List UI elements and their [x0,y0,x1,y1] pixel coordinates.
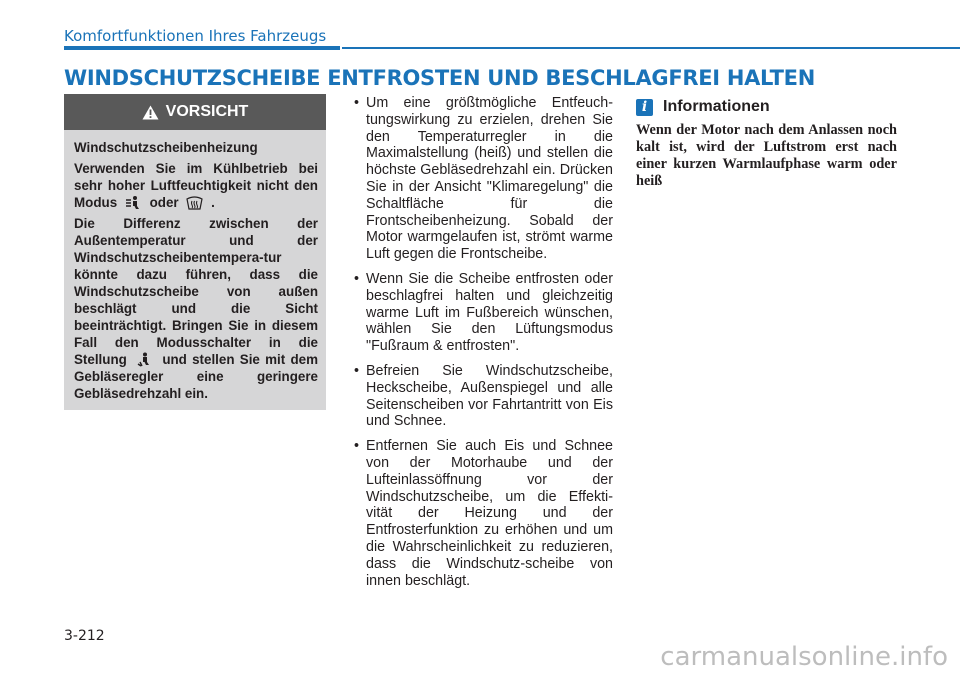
info-title: Informationen [663,98,770,115]
caution-body [64,130,326,402]
caution-p1-end: . [211,195,215,210]
caution-subtitle: Windschutzscheibenheizung [74,140,258,155]
caution-p2-part3: und stellen Sie mit dem Gebläseregler eine geringere Gebläsedrehzahl ein. [74,352,318,401]
caution-p2-part2: Bringen Sie in diesem Fall den Modusschalter in die Stellung [74,318,318,367]
floor-mode-icon [136,352,153,367]
caution-p2-part1: Die Differenz zwischen der Außentemperatur und der Windschutzscheibentempera-tur könnte dazu führen, dass die Windschutzscheibe von außen beschlägt und die Sicht beeinträchtigt. [74,216,318,333]
header-rule-thick [64,46,340,50]
list-item: • Wenn Sie die Scheibe entfrosten oder beschlagfrei halten und gleichzeitig warme Luft im Fußbereich wünschen, wählen Sie den Lüftungsmodus "Fußraum & entfrosten". [352,271,613,355]
page-number: 3-212 [64,628,105,644]
vent-face-mode-icon [125,195,142,210]
info-column [636,98,897,190]
info-header [636,98,897,116]
warning-triangle-icon [142,105,159,120]
caution-paragraph-1 [74,160,318,211]
caution-header [64,94,326,130]
header-title: Komfortfunktionen Ihres Fahrzeugs [64,27,327,45]
defrost-icon [186,195,203,210]
info-icon: i [636,99,653,116]
caution-title: VORSICHT [165,103,249,120]
instructions-column [352,95,613,597]
info-text: Wenn der Motor nach dem Anlassen noch kalt ist, wird der Luftstrom erst nach einer kurzen Warmlaufphase warm oder heiß [636,122,897,189]
caution-box [64,94,326,410]
caution-p1-or: oder [149,195,179,210]
list-item: • Entfernen Sie auch Eis und Schnee von der Motorhaube und der Lufteinlassöffnung vor der Windschutzscheibe, um die Effekti-vität der Heizung und der Entfrosterfunktion zu erhöhen und um die Wahrscheinlichkeit zu reduzieren, dass die Windschutz-scheibe von innen beschlägt. [352,438,613,589]
caution-paragraph-2 [74,215,318,402]
instructions-list [352,95,613,589]
section-heading: WINDSCHUTZSCHEIBE ENTFROSTEN UND BESCHLAGFREI HALTEN [64,66,815,90]
list-item: • Um eine größtmögliche Entfeuch-tungswirkung zu erzielen, drehen Sie den Temperaturregler in die Maximalstellung (heiß) und stellen die höchste Gebläsedrehzahl ein. Drücken Sie in der Ansicht "Klimaregelung" die Schaltfläche für die Frontscheibenheizung. Sobald der Motor warmgelaufen ist, strömt warme Luft gegen die Frontscheibe. [352,95,613,263]
watermark: carmanualsonline.info [660,642,948,672]
header-rule-thin [342,47,960,49]
list-item: • Befreien Sie Windschutzscheibe, Heckscheibe, Außenspiegel und alle Seitenscheiben vor Fahrtantritt von Eis und Schnee. [352,363,613,430]
caution-p1-text: Verwenden Sie im Kühlbetrieb bei sehr hoher Luftfeuchtigkeit nicht den Modus [74,161,318,210]
